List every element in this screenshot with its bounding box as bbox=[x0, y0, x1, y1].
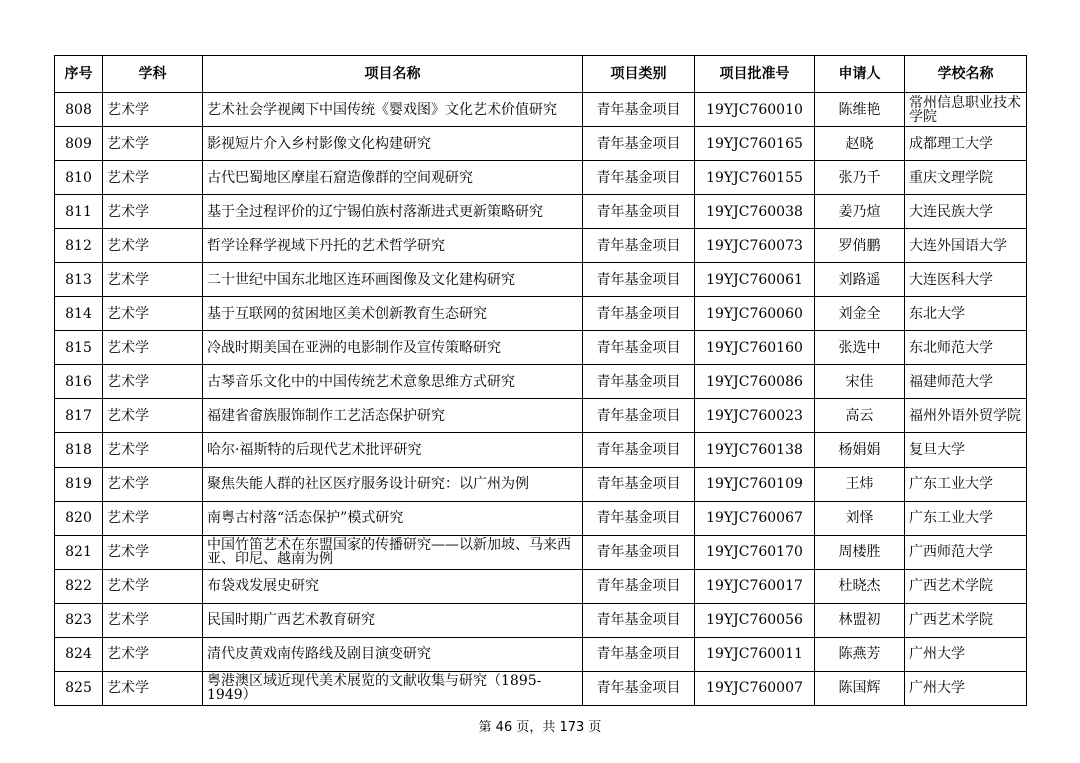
cell-school: 复旦大学 bbox=[905, 433, 1027, 467]
cell-applicant: 刘金全 bbox=[815, 297, 905, 331]
cell-discipline: 艺术学 bbox=[103, 297, 203, 331]
table-row bbox=[55, 127, 1027, 161]
cell-discipline: 艺术学 bbox=[103, 535, 203, 569]
cell-approval-number: 19YJC760010 bbox=[695, 93, 815, 127]
cell-index: 820 bbox=[55, 501, 103, 535]
cell-project-category: 青年基金项目 bbox=[583, 195, 695, 229]
header-project-name: 项目名称 bbox=[203, 56, 583, 93]
cell-index: 809 bbox=[55, 127, 103, 161]
cell-discipline: 艺术学 bbox=[103, 603, 203, 637]
cell-project-name: 南粤古村落“活态保护”模式研究 bbox=[203, 501, 583, 535]
cell-project-category: 青年基金项目 bbox=[583, 399, 695, 433]
table-row bbox=[55, 603, 1027, 637]
cell-applicant: 陈燕芳 bbox=[815, 637, 905, 671]
cell-project-category: 青年基金项目 bbox=[583, 433, 695, 467]
cell-school: 重庆文理学院 bbox=[905, 161, 1027, 195]
cell-project-category: 青年基金项目 bbox=[583, 229, 695, 263]
cell-applicant: 赵晓 bbox=[815, 127, 905, 161]
cell-discipline: 艺术学 bbox=[103, 399, 203, 433]
cell-discipline: 艺术学 bbox=[103, 569, 203, 603]
cell-project-name: 古琴音乐文化中的中国传统艺术意象思维方式研究 bbox=[203, 365, 583, 399]
cell-school: 成都理工大学 bbox=[905, 127, 1027, 161]
table-row bbox=[55, 297, 1027, 331]
cell-index: 810 bbox=[55, 161, 103, 195]
cell-school: 广西艺术学院 bbox=[905, 603, 1027, 637]
cell-project-category: 青年基金项目 bbox=[583, 569, 695, 603]
cell-discipline: 艺术学 bbox=[103, 365, 203, 399]
cell-project-category: 青年基金项目 bbox=[583, 671, 695, 705]
table-row bbox=[55, 331, 1027, 365]
header-school: 学校名称 bbox=[905, 56, 1027, 93]
cell-approval-number: 19YJC760160 bbox=[695, 331, 815, 365]
cell-project-category: 青年基金项目 bbox=[583, 467, 695, 501]
cell-project-name: 基于全过程评价的辽宁锡伯族村落渐进式更新策略研究 bbox=[203, 195, 583, 229]
cell-school: 福州外语外贸学院 bbox=[905, 399, 1027, 433]
cell-school: 广州大学 bbox=[905, 671, 1027, 705]
cell-applicant: 宋佳 bbox=[815, 365, 905, 399]
cell-project-name: 粤港澳区域近现代美术展览的文献收集与研究（1895-1949） bbox=[203, 671, 583, 705]
table-row bbox=[55, 93, 1027, 127]
cell-applicant: 王炜 bbox=[815, 467, 905, 501]
table-row bbox=[55, 637, 1027, 671]
cell-project-category: 青年基金项目 bbox=[583, 161, 695, 195]
cell-approval-number: 19YJC760007 bbox=[695, 671, 815, 705]
cell-project-name: 古代巴蜀地区摩崖石窟造像群的空间观研究 bbox=[203, 161, 583, 195]
cell-discipline: 艺术学 bbox=[103, 671, 203, 705]
cell-index: 818 bbox=[55, 433, 103, 467]
cell-applicant: 张乃千 bbox=[815, 161, 905, 195]
header-applicant: 申请人 bbox=[815, 56, 905, 93]
cell-project-name: 基于互联网的贫困地区美术创新教育生态研究 bbox=[203, 297, 583, 331]
cell-discipline: 艺术学 bbox=[103, 433, 203, 467]
cell-index: 814 bbox=[55, 297, 103, 331]
cell-approval-number: 19YJC760086 bbox=[695, 365, 815, 399]
table-header-row bbox=[55, 56, 1027, 93]
cell-approval-number: 19YJC760109 bbox=[695, 467, 815, 501]
cell-project-name: 哈尔·福斯特的后现代艺术批评研究 bbox=[203, 433, 583, 467]
cell-school: 广东工业大学 bbox=[905, 467, 1027, 501]
header-index: 序号 bbox=[55, 56, 103, 93]
cell-project-category: 青年基金项目 bbox=[583, 93, 695, 127]
cell-project-name: 哲学诠释学视域下丹托的艺术哲学研究 bbox=[203, 229, 583, 263]
cell-index: 823 bbox=[55, 603, 103, 637]
cell-school: 广西艺术学院 bbox=[905, 569, 1027, 603]
table-row bbox=[55, 467, 1027, 501]
cell-index: 811 bbox=[55, 195, 103, 229]
cell-project-name: 二十世纪中国东北地区连环画图像及文化建构研究 bbox=[203, 263, 583, 297]
table-row bbox=[55, 535, 1027, 569]
cell-school: 大连民族大学 bbox=[905, 195, 1027, 229]
cell-discipline: 艺术学 bbox=[103, 637, 203, 671]
table-row bbox=[55, 229, 1027, 263]
cell-project-name: 聚焦失能人群的社区医疗服务设计研究：以广州为例 bbox=[203, 467, 583, 501]
cell-index: 825 bbox=[55, 671, 103, 705]
cell-applicant: 杨娟娟 bbox=[815, 433, 905, 467]
cell-project-name: 中国竹笛艺术在东盟国家的传播研究——以新加坡、马来西亚、印尼、越南为例 bbox=[203, 535, 583, 569]
cell-applicant: 高云 bbox=[815, 399, 905, 433]
cell-discipline: 艺术学 bbox=[103, 195, 203, 229]
cell-applicant: 罗俏鹏 bbox=[815, 229, 905, 263]
header-discipline: 学科 bbox=[103, 56, 203, 93]
cell-school: 大连医科大学 bbox=[905, 263, 1027, 297]
cell-school: 广东工业大学 bbox=[905, 501, 1027, 535]
cell-approval-number: 19YJC760170 bbox=[695, 535, 815, 569]
cell-project-category: 青年基金项目 bbox=[583, 127, 695, 161]
cell-school: 东北大学 bbox=[905, 297, 1027, 331]
cell-applicant: 刘怿 bbox=[815, 501, 905, 535]
cell-approval-number: 19YJC760155 bbox=[695, 161, 815, 195]
cell-project-name: 冷战时期美国在亚洲的电影制作及宣传策略研究 bbox=[203, 331, 583, 365]
table-row bbox=[55, 671, 1027, 705]
cell-approval-number: 19YJC760056 bbox=[695, 603, 815, 637]
cell-project-category: 青年基金项目 bbox=[583, 331, 695, 365]
cell-discipline: 艺术学 bbox=[103, 229, 203, 263]
cell-project-name: 民国时期广西艺术教育研究 bbox=[203, 603, 583, 637]
cell-discipline: 艺术学 bbox=[103, 501, 203, 535]
cell-discipline: 艺术学 bbox=[103, 127, 203, 161]
cell-school: 福建师范大学 bbox=[905, 365, 1027, 399]
header-approval-number: 项目批准号 bbox=[695, 56, 815, 93]
page-footer: 第 46 页，共 173 页 bbox=[478, 720, 602, 735]
table-row bbox=[55, 433, 1027, 467]
cell-discipline: 艺术学 bbox=[103, 93, 203, 127]
cell-approval-number: 19YJC760023 bbox=[695, 399, 815, 433]
cell-index: 815 bbox=[55, 331, 103, 365]
cell-project-category: 青年基金项目 bbox=[583, 297, 695, 331]
cell-project-name: 艺术社会学视阈下中国传统《婴戏图》文化艺术价值研究 bbox=[203, 93, 583, 127]
cell-approval-number: 19YJC760011 bbox=[695, 637, 815, 671]
cell-project-category: 青年基金项目 bbox=[583, 501, 695, 535]
cell-project-name: 清代皮黄戏南传路线及剧目演变研究 bbox=[203, 637, 583, 671]
cell-approval-number: 19YJC760017 bbox=[695, 569, 815, 603]
cell-applicant: 刘路遥 bbox=[815, 263, 905, 297]
cell-discipline: 艺术学 bbox=[103, 331, 203, 365]
table-row bbox=[55, 263, 1027, 297]
cell-index: 819 bbox=[55, 467, 103, 501]
cell-project-category: 青年基金项目 bbox=[583, 263, 695, 297]
cell-approval-number: 19YJC760060 bbox=[695, 297, 815, 331]
cell-index: 824 bbox=[55, 637, 103, 671]
cell-discipline: 艺术学 bbox=[103, 161, 203, 195]
table-row bbox=[55, 501, 1027, 535]
project-table bbox=[54, 55, 1027, 706]
cell-approval-number: 19YJC760067 bbox=[695, 501, 815, 535]
cell-project-name: 影视短片介入乡村影像文化构建研究 bbox=[203, 127, 583, 161]
cell-approval-number: 19YJC760061 bbox=[695, 263, 815, 297]
cell-index: 816 bbox=[55, 365, 103, 399]
cell-approval-number: 19YJC760138 bbox=[695, 433, 815, 467]
table-row bbox=[55, 399, 1027, 433]
cell-approval-number: 19YJC760165 bbox=[695, 127, 815, 161]
cell-project-name: 福建省畲族服饰制作工艺活态保护研究 bbox=[203, 399, 583, 433]
table-row bbox=[55, 161, 1027, 195]
table-body bbox=[55, 93, 1027, 706]
table-row bbox=[55, 195, 1027, 229]
cell-applicant: 杜晓杰 bbox=[815, 569, 905, 603]
table-row bbox=[55, 365, 1027, 399]
cell-discipline: 艺术学 bbox=[103, 263, 203, 297]
cell-project-name: 布袋戏发展史研究 bbox=[203, 569, 583, 603]
cell-school: 大连外国语大学 bbox=[905, 229, 1027, 263]
cell-approval-number: 19YJC760073 bbox=[695, 229, 815, 263]
cell-index: 821 bbox=[55, 535, 103, 569]
cell-project-category: 青年基金项目 bbox=[583, 637, 695, 671]
cell-applicant: 陈维艳 bbox=[815, 93, 905, 127]
cell-applicant: 陈国辉 bbox=[815, 671, 905, 705]
cell-school: 广西师范大学 bbox=[905, 535, 1027, 569]
cell-school: 广州大学 bbox=[905, 637, 1027, 671]
cell-index: 812 bbox=[55, 229, 103, 263]
cell-project-category: 青年基金项目 bbox=[583, 603, 695, 637]
cell-discipline: 艺术学 bbox=[103, 467, 203, 501]
cell-school: 东北师范大学 bbox=[905, 331, 1027, 365]
cell-index: 813 bbox=[55, 263, 103, 297]
cell-project-category: 青年基金项目 bbox=[583, 535, 695, 569]
cell-index: 817 bbox=[55, 399, 103, 433]
cell-applicant: 姜乃煊 bbox=[815, 195, 905, 229]
cell-applicant: 周楼胜 bbox=[815, 535, 905, 569]
cell-index: 808 bbox=[55, 93, 103, 127]
table-row bbox=[55, 569, 1027, 603]
cell-school: 常州信息职业技术学院 bbox=[905, 93, 1027, 127]
cell-applicant: 林盟初 bbox=[815, 603, 905, 637]
cell-applicant: 张选中 bbox=[815, 331, 905, 365]
header-project-category: 项目类别 bbox=[583, 56, 695, 93]
cell-project-category: 青年基金项目 bbox=[583, 365, 695, 399]
cell-approval-number: 19YJC760038 bbox=[695, 195, 815, 229]
cell-index: 822 bbox=[55, 569, 103, 603]
